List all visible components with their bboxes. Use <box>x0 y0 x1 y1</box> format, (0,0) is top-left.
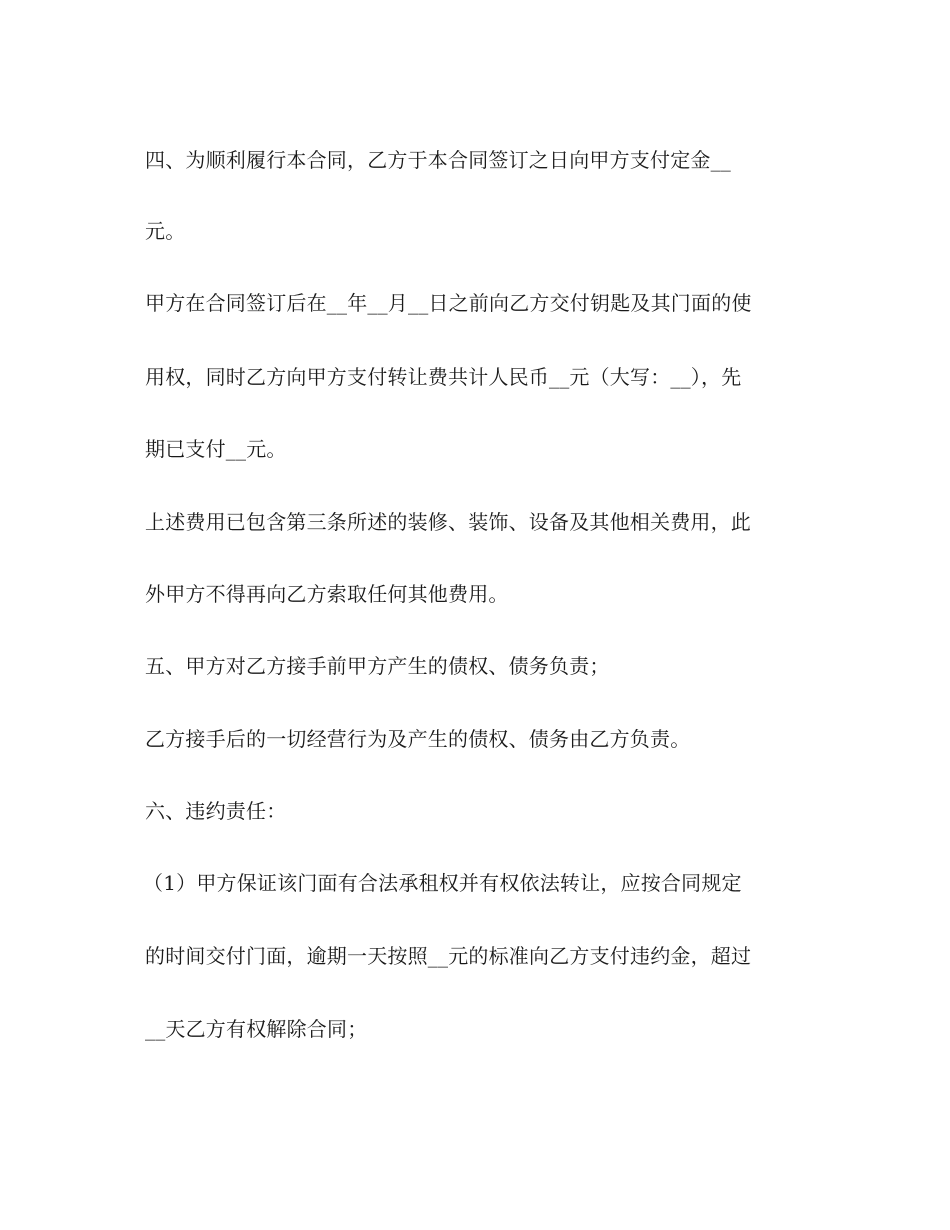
clause-6-item-1-line-3: __天乙方有权解除合同； <box>145 1017 368 1041</box>
fees-line-1: 上述费用已包含第三条所述的装修、装饰、设备及其他相关费用，此 <box>145 510 751 534</box>
clause-6-item-1-line-2: 的时间交付门面，逾期一天按照__元的标准向乙方支付违约金，超过 <box>145 944 752 968</box>
handover-line-1: 甲方在合同签订后在__年__月__日之前向乙方交付钥匙及其门面的使 <box>145 291 752 315</box>
clause-4-line-1: 四、为顺利履行本合同，乙方于本合同签订之日向甲方支付定金__ <box>145 148 731 172</box>
clause-6-item-1-line-1: （1）甲方保证该门面有合法承租权并有权依法转让，应按合同规定 <box>143 871 742 895</box>
clause-5-line-1: 五、甲方对乙方接手前甲方产生的债权、债务负责； <box>145 654 610 678</box>
clause-5-line-2: 乙方接手后的一切经营行为及产生的债权、债务由乙方负责。 <box>145 727 691 751</box>
fees-line-2: 外甲方不得再向乙方索取任何其他费用。 <box>145 582 509 606</box>
handover-line-2: 用权，同时乙方向甲方支付转让费共计人民币__元（大写：__），先 <box>145 365 742 389</box>
clause-6-heading: 六、违约责任： <box>145 799 287 823</box>
clause-4-line-2: 元。 <box>145 219 186 243</box>
handover-line-3: 期已支付__元。 <box>145 437 287 461</box>
